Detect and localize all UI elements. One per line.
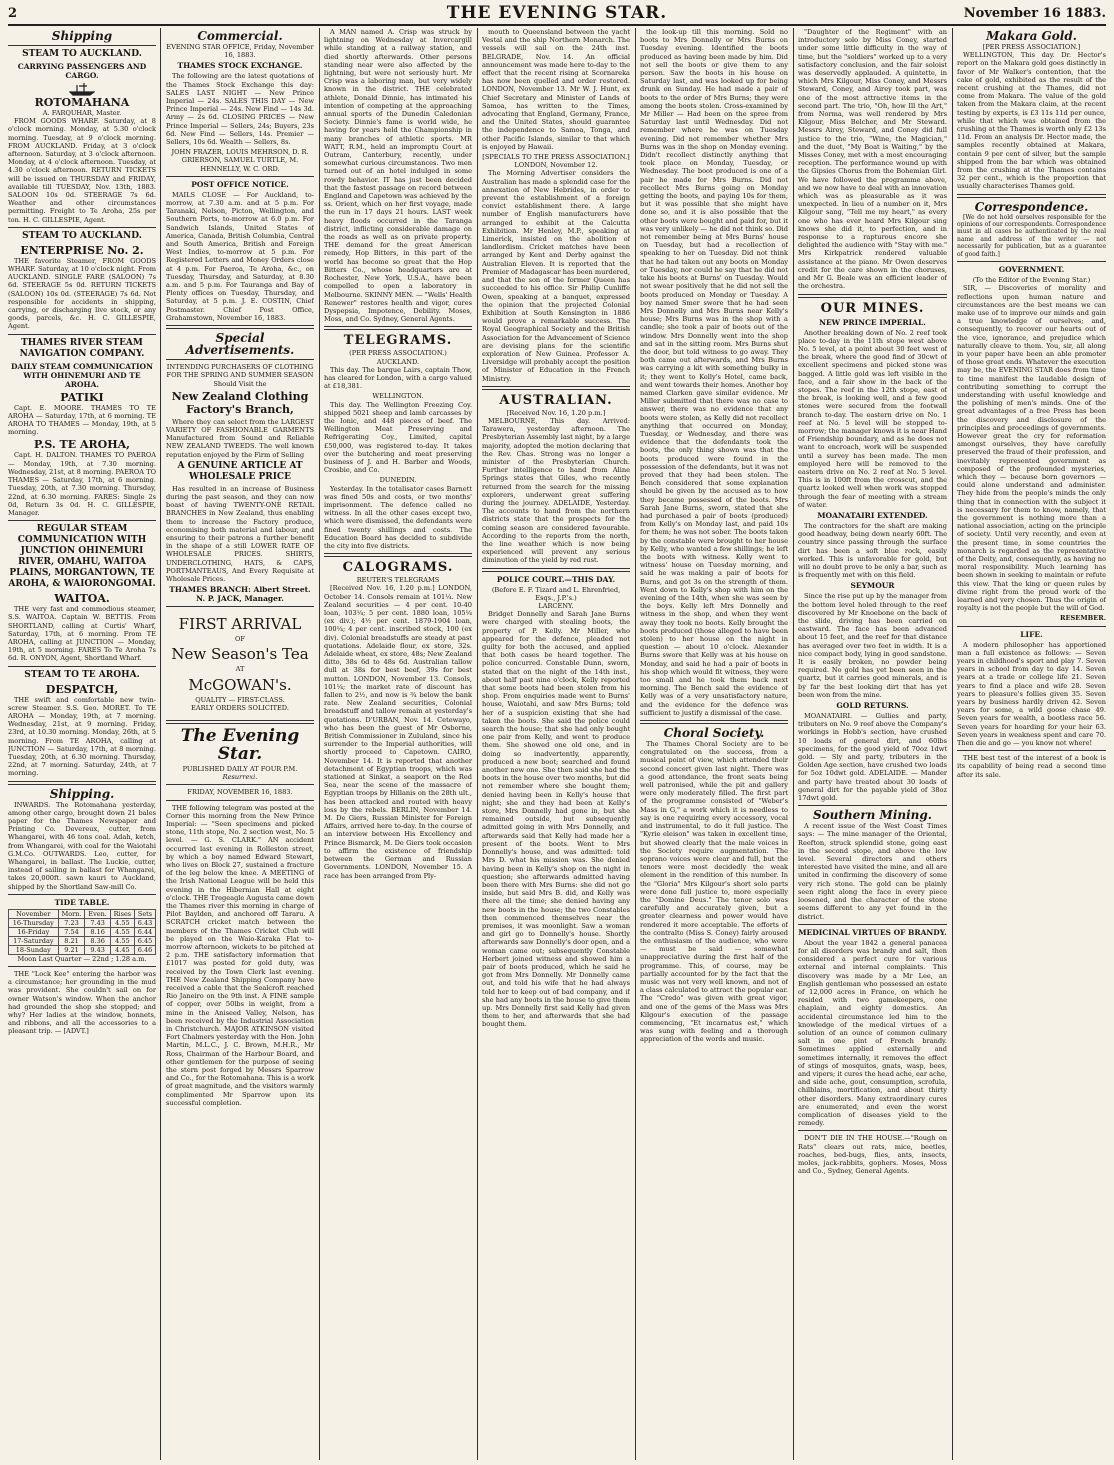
ad-text: Capt. E. MOORE. THAMES TO TE AROHA — Saturday, 17th, at 6 morning. TE AROHA TO THAMES — Monday, 19th, at 5 morning.: [8, 403, 156, 437]
ad-text: QUALITY — FIRST-CLASS.: [195, 695, 285, 704]
article-text: MOANATAIRI. — Gullies and party, tributers on No. 9 reef above the Company's workings in Hobb's section, have crushed 10 loads of general dirt, and 60lbs specimens, for the good yield of 70oz 1dwt gold. — Sly and party, tributers in the Golden Age section, have crushed two loads for 5oz 10dwt gold. ADELAIDE. — Mander and party have treated about 30 loads of general dirt for the payable yield of 38oz 17dwt gold.: [798, 712, 947, 803]
section-heading: CALOGRAMS.: [342, 560, 454, 576]
table-cell: 4.55: [110, 936, 134, 945]
ad-text: Capt. H. DALTON. THAMES TO PAEROA — Monday, 19th, at 7.30 morning. Wednesday, 21st, at 8 morning. PAEROA TO THAMES — Saturday, 17th, at 6 morning. Tuesday, 20th, at 7.30 morning. Thursday, 22nd, at 6.30 morning. FARES: Single 2s 0d, Return 3s 0d. H. C. GILLESPIE, Manager.: [8, 451, 156, 517]
ad-text: Has resulted in an increase of Business during the past season, and they can now boast of having TWENTY-ONE RETAIL BRANCHES in New Zealand, thus enabling them to increase the Factory produce, economising both material and labour, and ensuring to their patrons a further benefit in the shape of a still LOWER RATE OF WHOLESALE PRICES. SHIRTS, UNDERCLOTHING, HATS, & CAPS, PORTMANTEAUS, And Every Requisite at Wholesale Prices.: [166, 484, 314, 583]
mine-heading: NEW PRINCE IMPERIAL.: [819, 317, 926, 327]
table-header-row: [9, 909, 156, 918]
ad-text: EARLY ORDERS SOLICITED.: [191, 703, 289, 712]
article-text: INWARDS. The Rotomahana yesterday, among other cargo, brought down 21 bales paper for the Thames Newspaper and Printing Co. Devereux, cutter, from Whangarei, with 46 tons coal. Adah, ketch, from Whangarei, with coal for the Waiotahi G.M.Co. OUTWARDS. Leo, cutter, for Whangarei, in ballast. The Luckie, cutter, instead of sailing in ballast for Whangarei, takes 20,000ft. sawn kauri to Auckland, shipped by the Shortland Saw-mill Co.: [8, 800, 156, 891]
table-cell: 8.36: [85, 936, 110, 945]
article-text: "Daughter of the Regiment" with an introductory solo by Miss Coney, started under some little difficulty in the way of time, but the "soldiers" worked up to a very satisfactory conclusion, and the fair soloist was deservedly applauded. A quintette, in which Mrs Kilgour, Miss Coney, and Messrs Steward, Coney, and Airey took part, was one of the most attractive items in the second part. The trio, "Oh, how Ill the Art," from Norma, was well rendered by Mrs Kilgour, Miss Belcher, and Mr Steward. Messrs Airey, Steward, and Coney did full justice to the trio, "Wine, the Magician," and the duet, "My Boat is Waiting," by the Misses Coney, met with a most encouraging reception. The performance wound up with the Gipsies Chorus from the Bohemian Girl. We have followed the programme above, and we now have to deal with an innovation which was as pleasurable as it was unexpected. In lieu of a number on it, Mrs Kilgour sang, "Tell me my heart," as every one who has ever heard Mrs Kilgour sing knows she did it, to perfection, and in response to a rapturous encore she delighted the audience with "Stay with me." Mrs Kirkpatrick rendered valuable assistance at the piano. Mr Owen deserves credit for the care shown in the choruses, and Mr G. Beale was an efficient leader of the orchestra.: [798, 28, 947, 291]
column-2: [166, 28, 314, 1460]
ship-icon: [8, 82, 156, 96]
column-3: [324, 28, 472, 1460]
section-heading: Correspondence.: [974, 199, 1089, 214]
article-text: MELBOURNE, This day. Arrived: Tarawera, yesterday afternoon. The Presbyterian Assembly last night, by a large majority, adopted the motion declaring that the Rev. Chas. Strong was no longer a minister of the Presbyterian Church. Further intelligence to hand from Aline Springs states that Giles, who recently returned from the search for the missing explorers, underwent great suffering during the journey. ADELAIDE, Yesterday. The accounts to hand from the northern districts state that the prospects for the coming season are considered favourable. According to the reports from the north, the line weather which is now being experienced will prevent any serious diminution of the yield by red rust.: [482, 416, 630, 565]
column-6: [798, 28, 947, 1460]
section-heading: Commercial.: [197, 29, 283, 43]
section-heading: POLICE COURT.—THIS DAY.: [496, 574, 616, 584]
article-text: The Morning Advertiser considers the Australian has made a splendid case for the annexation of New Hebrides, in order to prevent the establishment of a foreign convict establishment there. A large number of English manufacturers have arranged to exhibit at the Calcutta Exhibition. Mr Henley, M.P., speaking at Limerick, insisted on the abolition of landlordism. Cricket matches have been arranged by Kent and Derby against the Australian Eleven. It is reported that the Premier of Madagascar has been murdered, and that the son of the former Queen has succeeded to his office. Sir Philip Cunliffe Owen, speaking at a banquet, expressed the opinion that the projected Colonial Exhibition at South Kensington in 1886 would prove a remarkable success. The Royal Geographical Society and the British Association for the Advancement of Science are devising plans for the scientific exploration of New Guinea. Professor A. Liversidge will probably accept the position of Minister of Education in the French Ministry.: [482, 169, 630, 383]
column-rule: [160, 28, 161, 1460]
column-5: [640, 28, 788, 1460]
dateline: WELLINGTON.: [372, 392, 424, 401]
table-header: Rises: [110, 909, 134, 918]
ship-name: ROTOMAHANA: [34, 96, 130, 109]
article-text: THE following telegram was posted at the Corner this morning from the New Prince Imperial: — "Seen specimens and picked stone, 11th stope, No. 2 section west, No. 5 level. — G. S. CLARK." AN accident occurred last evening in Rolleston street, by which a boy named Edward Stewart, who lives on Block 27, sustained a fracture of the leg below the knee. A MEETING of the Irish National League will be held this evening in the Hibernian Hall at eight o'clock. THE Tregeagle Augusta came down the Thames river this morning in charge of Pilot Baylden, and anchored off Tararu. A SCRATCH cricket match between the members of the Thames Cricket Club will be played on the Waio-Karaka Flat to-morrow afternoon, wickets to be pitched at 2 p.m. THE satisfactory information that £1017 was posted for gold duty, was received by the Town Clerk last evening. THE New Zealand Shipping Company have received a cable that the Sealcroft reached Rio Janeiro on the 9th inst. A FINE sample of copper, over 50lbs in weight, from a mine in the Aniseed Valley, Nelson, has been received by the Industrial Association in Christchurch. MAJOR ATKINSON visited Fort Chalmers yesterday with the Hon. John Martin, M.L.C., J. C. Brown, M.H.R., Mr Ross, Chairman of the Harbour Board, and other gentlemen for the purpose of seeing the stern post forged by Messrs Sparrow and Co., for the Rotomahana. This is a work of great magnitude, and the visitors warmly complimented Mr Sparrow upon its successful completion.: [166, 803, 314, 1107]
article-text: WELLINGTON, This day. Dr. Hector's report on the Makara gold goes distinctly in favor of Mr Walker's contention, that the cake of gold, exhibited as the result of the recent crushing at the Thames, did not come from Makara. The value of the gold taken from the Makara claim, at the recent testing by experts, is £3 11s 11d per ounce, while that which was obtained from the crushing at the Thames is worth only £2 13s 11d. From an analysis Dr. Hector made, the samples recently obtained at Makara, contain 9 per cent of silver, but the sample shipped from the bar which was obtained from the crushing at the Thames contains 32 per cent., which is the proportion that usually characterises Thames gold.: [957, 51, 1106, 191]
table-cell: 4.45: [110, 945, 134, 954]
article-text: mouth to Queensland between the yacht Vestal and the ship Northern Monarch. The vessels will sail on the 24th inst. BELGRADE, Nov. 14. An official announcement was made here to-day to the effect that the recent rising at Scornareka has now been quelled and order restored. LONDON, November 13. Mr W. J. Hunt, ex Chief Secretary and Minister of Lands of Samoa, has written to the Times, advocating that England, Germany, France, and the United States, should guarantee the independence to Samoa, Tonga, and other Pacific Islands, similar to that which is enjoyed by Hawaii.: [482, 28, 630, 151]
section-heading: Makara Gold.: [986, 29, 1077, 43]
section-heading: Shipping: [51, 29, 113, 43]
article-text: the look-up till this morning. Sold no boots to Mrs Donnelly or Mrs Burns on Tuesday evening. Identified the boots produced as having been made by him. Did not sell the boots or give them to any person. Saw the boots in his house on Saturday last, and was looked up for being drunk on Sunday. He had made a pair of boots to the order of Mrs Burns; they were among the boots stolen. Cross-examined by Mr Miller — Had been on the spree from Saturday last until Wednesday. Did not remember where he was on Tuesday evening. Did not remember whether Mrs Burns was in the shop on Monday evening. Didn't recollect distinctly anything that took place on Monday, Tuesday, or Wednesday. The boot produced is one of a pair he made for Mrs Burns. Did not recollect Mrs Burns going on Monday getting the boots, and paying 10s for them, but it was possible that she might have done so, and it is also possible that the other boots were bought and paid for, but it was very unlikely — he did not think so. Did not remember being at Mrs Burns' house on Tuesday, but had a recollection of speaking to her on Tuesday. Did not think that he had taken out any boots on Monday or Tuesday, nor could he say that he did not take his boots at Burns' on Tuesday. Would not swear positively that he did not sell the boots produced on Monday or Tuesday. A boy named Smer swore that he had seen Mrs Donnelly and Mrs Burns near Kelly's house; Mrs Burns was in the shop with a candle; she took a pair of boots out of the window. Mrs Donnelly went into the shop and sat in the sitting room. Mrs Burns shut the door, but told witness to go away. They both came out afterwards, and Mrs Burns was carrying a kit with something bulky in it; they went to Kelly's Hotel, came back, and went towards their homes. Another boy named Clarken gave similar evidence. Mr Miller submitted that there was no case to answer, there was no evidence that any boots were stolen, as Kelly did not recollect anything that occurred on Monday, Tuesday, or Wednesday, and there was evidence that the defendants took the boots, the only thing shown was that the boots produced were found in the possession of the defendants, but it was not proved that they had been stolen. The Bench considered that some explanation should be given by the accused as to how they became possessed of the boots. Mrs Sarah Jane Burns, sworn, stated that she had purchased a pair of boots (produced) from Kelly's on Monday last, and paid 10s for them; he was not sober. The boots taken by the constable were brought to her house by Kelly, who wanted a few shillings; he left the boots with witness. Kelly went to witness' house on Tuesday morning, and said he was making a pair of boots for Burns, and got 3s on the strength of them. Went down to Kelly's shop with him on the evening of the 14th, when she was seen by the boys. Kelly left Mrs Donnelly and witness in the shop, and when they went away they took no boots. Kelly brought the boots produced (those alleged to have been stolen) to her house on the night in question — about 10 o'clock. Alexander Burns swore that Kelly was at his house on Monday, and said he had a pair of boots in his shop which would fit witness, they were too small and he took them back next morning. The Bench said the evidence of Kelly was of a very unsatisfactory nature, and the evidence for the defence was sufficient to justify a dismissal of the case.: [640, 28, 788, 717]
column-4: [482, 28, 630, 1460]
ship-master: A. FARQUHAR, Master.: [42, 109, 122, 117]
section-subheading: [Received Nov. 16, 1.20 p.m.]: [506, 408, 606, 417]
column-rule: [793, 28, 794, 1460]
ship-name: DESPATCH,: [45, 682, 119, 696]
section-subheading: (Before E. F. Tizard and L. Ehrenfried, Esqs., J.P.'s.): [491, 585, 621, 602]
article-text: About the year 1842 a general panacea for all disorders was brandy and salt, then considered a perfect cure for various external and internal complaints. This discovery was made by a Mr Lee, an English gentleman who possessed an estate of 12,000 acres in France, on which he resided with two gamekeepers, one chaplain, and eighty domestics. An accidental circumstance led him to the knowledge of the medical virtues of a solution of an ounce of common culinary salt in one pint of French brandy. Sometimes applied externally and sometimes internally, it removes the effect of stings of mosquitos, gnats, wasp, bees, and vipers; it cures the head ache, ear ache, and side ache, gout, consumption, scrofula, chilblains, mortification, and about thirty other disorders. Many extraordinary cures are enumerated, and even the worst complication of diseases yield to the remedy.: [798, 938, 947, 1128]
stock-names: JOHN FRAZER, LOUIS MEHRSON, D. R. GRIERSON, SAMUEL TURTLE, M. HENNELLY, W. C. ORD.: [171, 148, 309, 173]
article-text: [Received Nov. 16, 1.20 p.m.] LONDON, October 14. Consols remain at 101¼. New Zealand securities — 4 per cent. 10-40 loan, 103¼; 5 per cent. 1880 loan, 105¼ (ex div.); 4½ per cent. 1879-1904 loan, 100¼; 4 per cent. inscribed stock, 100 (ex div). Colonial breadstuffs are steady at past quotations. Adelaide flour, ex store, 32s. Adelaide wheat, ex store, 48s; New Zealand ditto, 38s 6d to 48s 6d. Australian tallow dull at 38s for best beef, 39s for best mutton. LONDON, November 13. Consols, 101¼; the market rate of discount has fallen to 2½, and now is ¾ below the bank rate. New Zealand securities, Colonial breadstuff and tallow remain at yesterday's quotations. D'URBAN, Nov. 14. Cetewayo, who has been the guest of Mr Osborne, British Commissioner in Zululand, since his surrender to the Imperial authorities, will shortly proceed to Capetown. CAIRO, November 14. It is reported that another detachment of Egyptian troops, which was stationed at Sinkat, a seaport on the Red Sea, near the scene of the massacre of Egyptian troops by Hillanis on the 28th ult., has been attacked and routed with heavy loss by the rebels. BERLIN, November 14. M. De Giers, Russian Minister for Foreign Affairs, arrived here to-day. In the course of an interview between His Excellency and Prince Bismarck, M. De Giers took occasion to affirm the existence of friendship between the German and Russian Governments. LONDON, November 15. A race has been arranged from Ply-: [324, 584, 472, 880]
ad-heading: New Zealand Clothing Factory's Branch,: [171, 389, 309, 416]
article-text: A modern philosopher has apportioned man a full existence as follows: — Seven years in childhood's sport and play 7. Seven years in school from day to day 14. Seven years at a trade or college life 21. Seven years to find a place and wife 28. Seven years to pleasure's follies given 35. Seven years by business hardly driven 42. Seven years for some, a wild goose chase 49. Seven years for wealth, a bootless race 56. Seven years for hoarding for your heir 63. Seven years in weakness spent and care 70. Then die and go — you know not where!: [957, 640, 1106, 748]
ad-heading: New Season's Tea: [171, 645, 309, 664]
tide-table-title: TIDE TABLE.: [54, 897, 110, 907]
table-cell: 6.43: [135, 918, 156, 927]
column-rule: [635, 28, 636, 1460]
column-rule: [319, 28, 320, 1460]
column-rule: [952, 28, 953, 1460]
section-heading: OUR MINES.: [820, 300, 925, 316]
table-cell: 7.43: [85, 918, 110, 927]
ad-heading: A GENUINE ARTICLE AT WHOLESALE PRICE: [177, 460, 303, 482]
masthead: [8, 2, 1106, 26]
section-heading: AUSTRALIAN.: [499, 392, 613, 408]
tide-table: [8, 909, 156, 955]
ship-name: P.S. TE AROHA,: [34, 438, 130, 452]
table-row: [9, 927, 156, 936]
column-1: [8, 28, 156, 1460]
table-cell: 4.55: [110, 927, 134, 936]
article-text: The contractors for the shaft are making good headway, being down nearly 60ft. The country since passing through the surface dirt has been a soft blue rock, easily worked. This is unfavorable for gold, but will no doubt prove to be only a bar, such as is frequently met with on this field.: [798, 521, 947, 580]
ad-text: FROM GOODS WHARF. Saturday, at 8 o'clock morning. Monday, at 5.30 o'clock morning. Tuesday, at 9 o'clock morning. FROM AUCKLAND. Friday, at 3 o'clock afternoon. Saturday, at 3 o'clock afternoon. Monday, at 4 o'clock afternoon. Tuesday, at 4.30 o'clock afternoon. RETURN TICKETS will be issued on THURSDAY and FRIDAY, available till TUESDAY, Nov. 13th, 1883. SALOON 10s 0d. STEERAGE 7s 6d. Weather and other circumstances permitting. Freight to Te Aroha, 25s per ton. H. C. GILLESPIE, Agent.: [8, 117, 156, 224]
ad-subheading: DAILY STEAM COMMUNICATION WITH OHINEMURI AND TE AROHA.: [11, 361, 153, 389]
table-row: [9, 945, 156, 954]
ad-text: THE swift and comfortable new twin-screw Steamer. S.S. Geo. MORET. To TE AROHA — Monday, 19th, at 7 morning. Wednesday, 21st, at 9 morning. Friday, 23rd, at 10.30 morning. Monday, 26th, at 5 morning. From TE AROHA, calling at JUNCTION — Saturday, 17th, at 8 morning. Tuesday, 20th, at 6.30 morning. Thursday, 22nd, at 7 morning. Saturday, 24th, at 7 morning.: [8, 695, 156, 778]
ad-text: THE favorite Steamer, FROM GOODS WHARF. Saturday, at 10 o'clock night. From AUCKLAND. SINGLE FARE (SALOON) 7s 6d. STEERAGE 5s 0d. RETURN TICKETS (SALOON) 10s 0d. (STEERAGE) 7s 6d. Not responsible for accidents in shipping, carrying, or discharging live stock, or any goods, parcels, &c. H. C. GILLESPIE, Agent.: [8, 256, 156, 331]
section-subheading: (PER PRESS ASSOCIATION.): [349, 349, 447, 358]
article-text: A recent issue of the West Coast Times says: — The mine manager of the Oriental, Reefton, struck splendid stone, going east in the second stope, and above the low level. Several directors and others interested have visited the mine, and all are united in confirming the discovery of some very rich stone. The gold can be plainly seen right along the face in every piece loosened, and the character of the stone seems different to any yet found in the district.: [798, 822, 947, 921]
ad-address: THAMES BRANCH: Albert Street. N. P. JACK, Manager.: [169, 585, 311, 604]
mine-heading: SEYMOUR: [850, 581, 895, 591]
ship-name: PATIKI: [60, 390, 104, 404]
letter-subheading: (To the Editor of the Evening Star.): [972, 276, 1091, 285]
article-heading: MEDICINAL VIRTUES OF BRANDY.: [798, 927, 947, 937]
motto: Resurrexi.: [222, 773, 258, 782]
table-cell: 6.46: [135, 945, 156, 954]
table-cell: 9.43: [85, 945, 110, 954]
ad-text: THE "Lock Kee" entering the harbor was a circumstance; her grounding in the mud was provident. She couldn't sail on for owner Watson's window. When the anchor had grounded the shop she stopped; and why? Her ladies at the window, bonnets, and ribbons, and all the accessories to a pleasant trip. — [ADVT.]: [8, 970, 156, 1036]
ad-heading: THAMES RIVER STEAM NAVIGATION COMPANY.: [19, 337, 145, 359]
table-cell: 6.45: [135, 936, 156, 945]
ad-heading: STEAM TO TE AROHA.: [24, 669, 140, 680]
ad-text: OF: [235, 635, 245, 644]
dateline: FRIDAY, NOVEMBER 16, 1883.: [187, 788, 293, 797]
signature: RESEMBER.: [1060, 614, 1106, 623]
ship-name: WAITOA.: [54, 592, 110, 606]
table-header: Even.: [85, 909, 110, 918]
section-heading: TELEGRAMS.: [343, 333, 453, 349]
dateline: AUCKLAND.: [376, 357, 420, 366]
article-text: THE best test of the interest of a book is its capability of being read a second time after its sale.: [957, 754, 1106, 779]
table-cell: 4.55: [110, 918, 134, 927]
article-text: Another breaking down of No. 2 reef took place to-day in the 11th stope west above No. 5 level, at a point about 30 feet west of the break, where the good find of 30cwt of excellent specimens and picked stone was bagged. A little gold was left visible in the face, and a fair show in the back of the stopes. The reef in the 12th stope, east of the break, is looking well, and a few good stones were secured from the footwall branch to-day. The eastern drive on No. 1 reef at No. 5 level will be stopped to-morrow; the manager knows it is near Hand of Friendship boundary, and as he does not want to encroach, work will be suspended until a survey has been made. The men employed here will be removed to the eastern drive on No. 2 reef at No. 5 level. This is in 100ft from the crosscut, and the quartz looked well when work was stopped through the fear of meeting with a stream of water.: [798, 328, 947, 509]
article-text: The Thames Choral Society are to be congratulated on the success, from a musical point of view, which attended their second concert given last night. There was a good attendance, the front seats being well patronised, while the pit and gallery were only moderately filled. The first part of the programme consisted of "Weber's Mass in G," a work which it is needless to say is one requiring every accessory, vocal and instrumental, to do it full justice. The "Kyrie eleison" was taken in excellent time, but showed clearly that the male voices in the Society require augmentation. The soprano voices were clear and full, but the tenors were most decidedly the weak element in the rendition of this number. In the "Gloria" Mrs Kilgour's short solo parts were done full justice to, more especially the "Domine Deus." The tenor solo was carefully and accurately given, but a greater clearness and power would have rendered it more acceptable. The efforts of the contralto (Miss S. Coney) fairly aroused the enthusiasm of the audience, who were — must be said — somewhat unappreciative during the first half of the programme. This, of course, may be partially accounted for by the fact that the music was not very well known, and not of a class calculated to attract the popular ear. The "Credo" was given with great vigor, and one of the gems of the Mass was Mrs Kilgour's execution of the passage commencing, "Et incarnatus est," which was sung with feeling and a thorough appreciation of the words and music.: [640, 740, 788, 1044]
section-heading: Special Advertisements.: [185, 331, 295, 358]
table-header: Sets: [135, 909, 156, 918]
table-header: Morn.: [58, 909, 85, 918]
article-text: Bridget Donnelly and Sarah Jane Burns were charged with stealing boots, the property of P. Kelly. Mr Miller, who appeared for the defence, pleaded not guilty for both the accused, and applied that both cases be heard together. The police concurred. Constable Dunn, sworn, stated that on the night of the 14th inst., about half past nine o'clock, Kelly reported that some boots had been stolen from his shop. From enquiries made went to Burns' house, Waiotahi, and saw Mrs Burns; told her of a suspicion existing that she had taken the boots. She said the police could search the house; that she had only bought one pair from Kelly, and went to produce them. She showed one old one, and in doing so inadvertently, apparently, produced a new boot; searched and found another new one. She then said she had the boots in the house over two months, but did not remember where she bought them; denied having been in Kelly's house that night; she and they had been at Kelly's store, Mrs Donnelly had gone in, but she remained outside, but subsequently admitted going in with Mrs Donnelly, and afterwards said that Kelly had made her a present of the boots. Went to Mrs Donnelly's house, and was admitted: told Mrs D. what his mission was. She denied having been in Kelly's shop on the night in question; she afterwards admitted having been there with Mrs Burns: she did not go inside, but said Mrs B. did, and Kelly was there all the time; she denied having any new boots in the house; the two Constables then commenced themselves near the premises, it was moonlight. Saw a woman and girl go to Donnelly's house. Shortly afterwards saw Donnelly's door open, and a woman came out; subsequently Constable Herbert joined witness and showed him a pair of boots produced, which he said he got from Mrs Donnelly. Mr Donnelly came out, and told his wife that he had always told her to keep out of bad company, and if she had any boots in the house to give them up. Mrs Donnelly first said Kelly had given them to her, and afterwards that she had bought them.: [482, 610, 630, 1029]
issue-date: November 16 1883.: [963, 6, 1106, 21]
mine-heading: GOLD RETURNS.: [836, 701, 909, 711]
table-cell: 7.54: [58, 927, 85, 936]
dateline: LONDON, November 12.: [514, 161, 598, 170]
column-rule: [477, 28, 478, 1460]
table-row: [9, 918, 156, 927]
ad-text: INTENDING PURCHASERS OF CLOTHING FOR THE SPRING AND SUMMER SEASON Should Visit the: [166, 363, 314, 388]
dateline: DUNEDIN.: [379, 476, 417, 485]
table-cell: 17-Saturday: [9, 936, 59, 945]
ad-heading: STEAM TO AUCKLAND.: [22, 230, 142, 241]
article-text: A MAN named A. Crisp was struck by lightning on Wednesday at Invercargill while standing at a railway station, and died shortly afterwards. Other persons standing near were also affected by the lightning, but were not seriously hurt. Mr Crisp was a laboring man, but very widely known in the district. THE celebrated athlete, Donald Dinnie, has intimated his intention of competing at the approaching annual sports of the Dunedin Caledonian Society. Dinnie's fame is world wide, he having for years held the Championship in many branches of athletic sports. MR WATT, R.M., held an impromptu Court at Outram, Canterbury, recently, under somewhat curious circumstances. Two men turned out of an hotel indulged in some rowdy behavior. IT has just been decided that the fastest passage on record between England and Capetown was achieved by the ss. Orient, which on her first voyage, made the run in 17 days 21 hours. LAST week heavy floods occurred in the Taranga district, inflicting considerable damage on the roads as well as on private property. THE demand for the great American remedy, Hop Bitters, in this part of the world has become so great that the Hop Bitters Co., whose headquarters are at Rochester, New York, U.S.A., have been compelled to open a laboratory in Melbourne. SKINNY MEN. — "Wells' Health Renewer" restores health and vigor, cures Dyspepsia, Impotence, Debility. Moses, Moss, and Co. Sydney, General Agents.: [324, 28, 472, 324]
table-row: [9, 936, 156, 945]
ad-heading: REGULAR STEAM COMMUNICATION WITH JUNCTION OHINEMURI RIVER, OMAHU, WAITOA PLAINS, MORGANTOWN, TE AROHA, & WAIORONGOMAI.: [8, 524, 156, 590]
section-heading: Southern Mining.: [813, 808, 932, 823]
table-cell: 8.16: [85, 927, 110, 936]
stock-header: EVENING STAR OFFICE, Friday, November 16, 1883.: [166, 43, 314, 60]
section-subheading: REUTER'S TELEGRAMS: [356, 576, 440, 585]
table-cell: 18-Sunday: [9, 945, 59, 954]
table-header: November: [9, 909, 59, 918]
ship-name: ENTERPRISE No. 2.: [20, 243, 144, 257]
article-text: Since the rise put up by the manager from the bottom level holed through to the reef discovered by Mr Knoebone on the back of the slide, driving has been carried on eastward. The face has been advanced about 15 feet, and the reef for that distance has averaged over two feet in width. It is a nice compact body, lying in good sandstone. It is easily broken, no powder being required. No gold has yet been seen in the quartz, but it carries good minerals, and is by far the best looking dirt that has yet been won from the mine.: [798, 592, 947, 699]
mine-heading: MOANATAIRI EXTENDED.: [817, 510, 928, 520]
table-cell: 6.44: [135, 927, 156, 936]
letter-heading: GOVERNMENT.: [998, 265, 1065, 275]
tide-note: Moon Last Quarter — 22nd ; 1.28 a.m.: [17, 954, 147, 963]
ad-heading: STEAM TO AUCKLAND.: [22, 49, 142, 59]
editor-note: [We do not hold ourselves responsible for the opinions of our correspondents. Correspondence must in all cases be authenticated by the real name and address of the writer — not necessarily for publication, but as a guarantee of good faith.]: [957, 213, 1106, 258]
nameplate-sub: PUBLISHED DAILY AT FOUR P.M.: [182, 764, 298, 773]
table-cell: 8.21: [58, 936, 85, 945]
article-heading: LIFE.: [1020, 629, 1043, 639]
section-subheading: [SPECIALS TO THE PRESS ASSOCIATION.]: [482, 153, 630, 162]
ad-text: DON'T DIE IN THE HOUSE.—"Rough on Rats" clears out rats, mice, beetles, roaches, bed-bugs, flies, ants, insects, moles, jack-rabbits, gophers. Moses, Moss and Co., Sydney, General Agents.: [798, 1134, 947, 1176]
table-cell: 16-Friday: [9, 927, 59, 936]
page-number: 2: [8, 6, 18, 21]
article-text: This day. The Wellington Freezing Coy. shipped 5021 sheep and lamb carcasses by the Ionic, and 448 pieces of beef. The Wellington Meat Preserving and Refrigerating Coy., Limited, capital £50,000, was registered to-day. It takes over the butchering and meat preserving business of J. and H. Barber and Woods, Crosbie, and Co.: [324, 400, 472, 475]
paper-nameplate: The Evening Star.: [180, 725, 300, 764]
section-heading: Choral Society.: [663, 726, 765, 741]
article-text: This day. The barque Lairs, captain Thow, has cleared for London, with a cargo valued at £18,381.: [324, 365, 472, 391]
column-7: [957, 28, 1106, 1460]
article-text: SIR, — Discoveries of morality and reflections upon human nature and circumstances are the best means we can make use of to improve our minds and gain a true knowledge of ourselves; and, consequently, to recover our hearts out of the vice, ignorance, and prejudice which naturally cleave to them. You, sir, all along in your paper have been an able promoter of those great ends. Whatever the execution may be, the EVENING STAR does from time to time manifest the laudable design of contributing something to corrupt the understanding with useful knowledge and the polishing of men's minds. One of the great advantages of a free Press has been the discovery and disclosure of the principles and proceedings of governments. However great the cry for reformation amongst ourselves, they have carefully preserved the fraud of their profession, and inevitably represented government as composed of the profounded mysteries, which they — because born governors — could alone understand and administer. They hide from the people's minds the only thing that in connection with the subject it is necessary for them to know, namely, that the government is nothing more than a national association, acting on the principle of society. Until very recently, and even at the present time, in some countries the monarch is regarded as the representative of the Deity, and, consequently, as having no moral responsibility. Much learning has been shown in seeking to maintain or refute this view. That the king or queen rules by divine right from the proud work of the learned and very chosen. Thus the origin of royalty is not the people but the will of God.: [957, 284, 1106, 613]
notice-title: POST OFFICE NOTICE.: [191, 179, 289, 189]
stock-title: THAMES STOCK EXCHANGE.: [177, 61, 303, 71]
case-heading: LARCENY.: [538, 602, 574, 610]
article-text: The following are the latest quotations of the Thames Stock Exchange this day: SALES LAST NIGHT — New Prince Imperial — 24s. SALES THIS DAY — New Prince Imperial — 24s. New Find — 14s 3d. Army — 2s 6d. CLOSING PRICES — New Prince Imperial — Sellers, 24s; Buyers, 23s 6d. New Find — Sellers, 14s. Premier — Sellers, 10s 6d. Wealth — Sellers, 8s.: [166, 72, 314, 147]
article-text: MAILS CLOSE — For Auckland, to-morrow, at 7.30 a.m. and at 5 p.m. For Taranaki, Nelson, Picton, Wellington, and Southern Ports, to-morrow at 6.0 p.m. For Sandwich Islands, United States of America, Canada, British Columbia, Central and South America, British and Foreign West Indies, to-morrow at 5 p.m. For Registered Letters and Money Orders close at 4 p.m. For Paeroa, Te Aroha, &c., on Tuesday, Thursday, and Saturday, at 8.30 a.m. and 5 p.m. For Tauranga and Bay of Plenty offices on Tuesday, Thursday, and Saturday, at 5 p.m. J. E. COSTIN, Chief Postmaster. Chief Post Office, Grahamstown, November 16, 1883.: [166, 190, 314, 322]
section-heading: Shipping.: [49, 786, 115, 801]
ad-text: AT: [235, 665, 245, 674]
ad-heading: McGOWAN's.: [188, 675, 292, 694]
table-cell: 9.21: [58, 945, 85, 954]
table-cell: 16-Thursday: [9, 918, 59, 927]
table-cell: 7.23: [58, 918, 85, 927]
ad-heading: FIRST ARRIVAL: [178, 615, 302, 634]
ad-subheading: CARRYING PASSENGERS AND CARGO.: [17, 62, 147, 80]
section-subheading: [PER PRESS ASSOCIATION.]: [982, 43, 1081, 51]
ad-text: Where they can select from the LARGEST VARIETY OF FASHIONABLE GARMENTS Manufactured from Sound and Reliable NEW ZEALAND TWEEDS. The well known reputation enjoyed by the Firm of Selling: [166, 417, 314, 459]
article-text: Yesterday. In the totalisator cases Barnett was fined 50s and costs, or two months' imprisonment. The defence called no witness. In all the other cases except two, which were dismissed, the defendants were fined twenty shillings and costs. The Education Board has decided to subdivide the city into five districts.: [324, 484, 472, 550]
newspaper-title: THE EVENING STAR.: [446, 3, 668, 23]
ad-text: THE very fast and commodious steamer, S.S. WAITOA. Captain W. BETTIS. From SHORTLAND, calling at Curtis' Wharf, Saturday, 17th, at 6 morning. From TE AROHA, calling at JUNCTION — Monday, 19th, at 5 morning. FARES To Te Aroha 7s 6d. R. ONYON, Agent, Shortland Wharf.: [8, 605, 156, 663]
